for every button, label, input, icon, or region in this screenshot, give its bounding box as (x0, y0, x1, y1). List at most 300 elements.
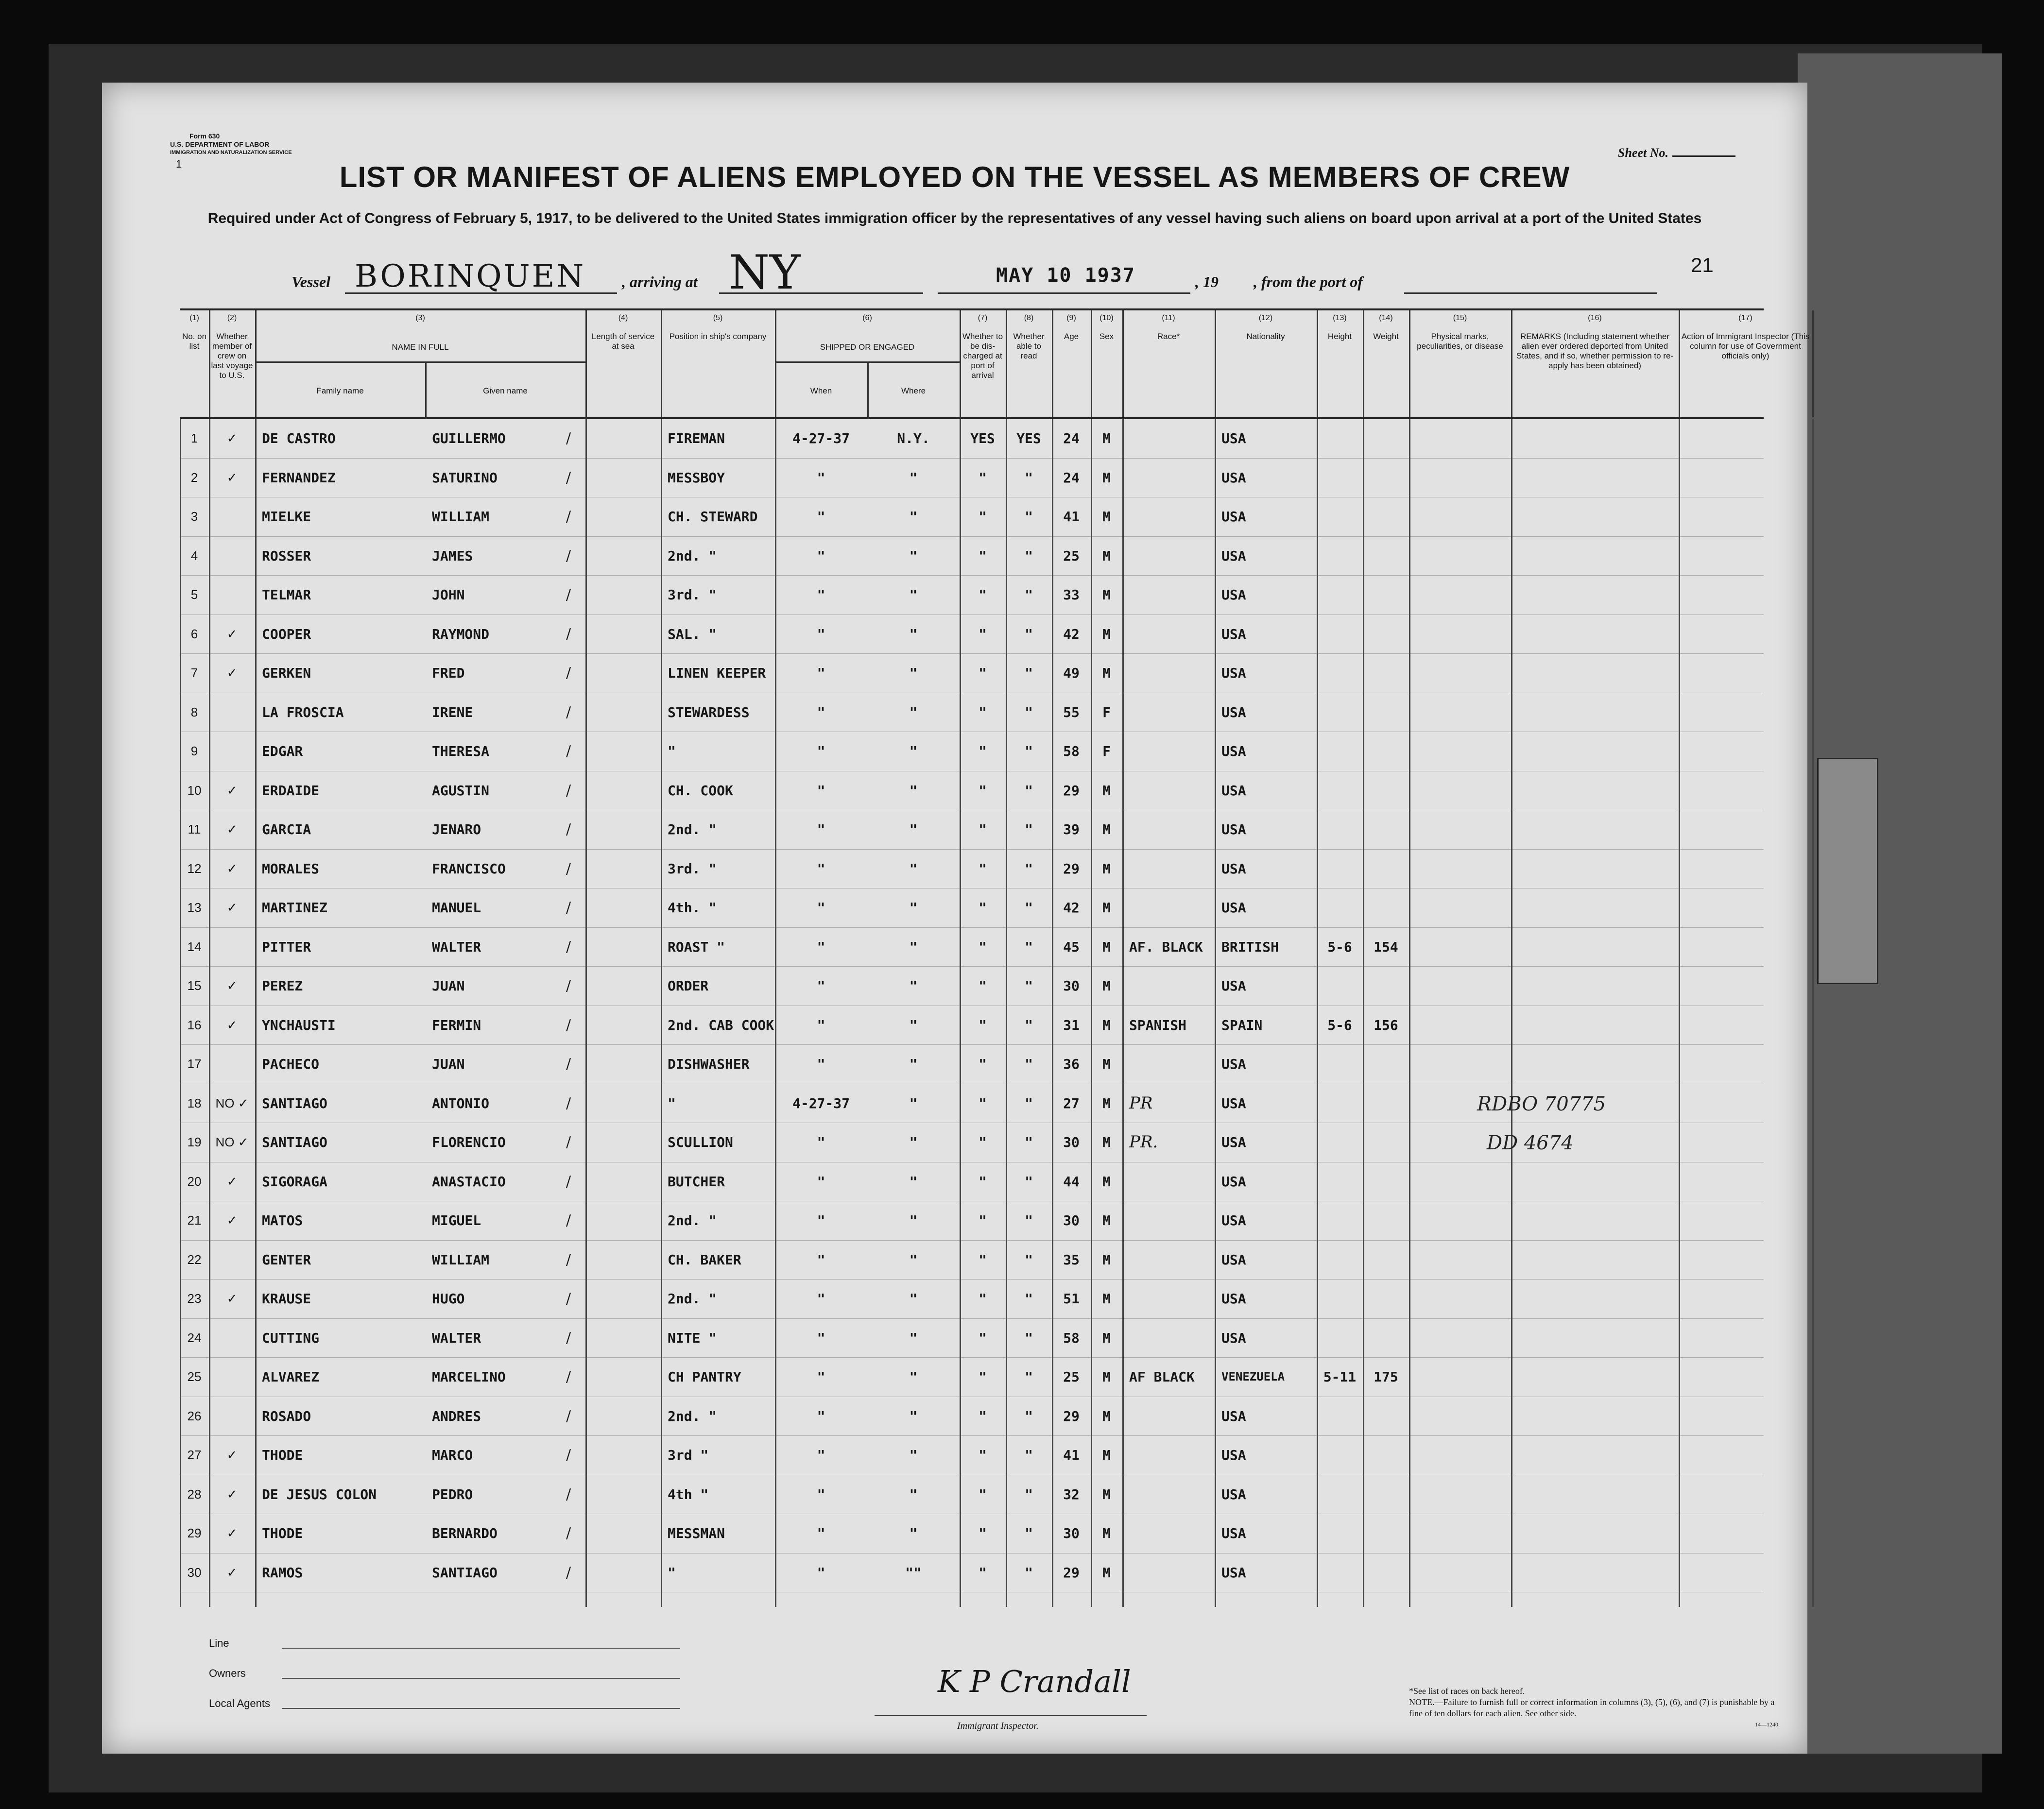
family-name: ALVAREZ (262, 1369, 320, 1385)
last-voyage-mark: ✓ (226, 1526, 238, 1540)
last-voyage-mark: ✓ (226, 861, 238, 876)
position: LINEN KEEPER (668, 665, 766, 681)
able-to-read: " (1025, 1212, 1033, 1229)
age: 58 (1063, 1330, 1080, 1346)
shipped-when: " (817, 978, 825, 994)
nationality: USA (1221, 1212, 1246, 1229)
row-number: 2 (190, 470, 198, 485)
shipped-when: " (817, 704, 825, 720)
nationality: USA (1221, 1251, 1246, 1268)
age: 33 (1063, 587, 1080, 603)
able-to-read: " (1025, 626, 1033, 642)
shipped-where: " (909, 1173, 918, 1190)
column-header (209, 310, 257, 417)
given-name: WALTER (432, 1330, 481, 1346)
family-name: MATOS (262, 1212, 303, 1229)
able-to-read: " (1025, 1291, 1033, 1307)
race: AF BLACK (1129, 1369, 1195, 1385)
weight (1363, 1475, 1409, 1514)
position: CH. COOK (668, 782, 733, 799)
discharge: " (979, 1291, 987, 1307)
remark-handwritten: DD 4674 (1487, 1132, 1574, 1154)
sheet-number-label: Sheet No. (1618, 146, 1668, 160)
column-header (661, 310, 776, 417)
position: FIREMAN (668, 430, 725, 446)
nationality: USA (1221, 587, 1246, 603)
shipped-when: " (817, 939, 825, 955)
race (1129, 1162, 1215, 1201)
weight (1363, 654, 1409, 693)
able-to-read: " (1025, 900, 1033, 916)
given-name: AGUSTIN (432, 782, 490, 799)
height (1317, 810, 1363, 849)
able-to-read: " (1025, 939, 1033, 955)
grid-line (775, 419, 776, 1607)
weight (1363, 810, 1409, 849)
race (1129, 693, 1215, 732)
shipped-when: " (817, 1330, 825, 1346)
from-underline (1404, 292, 1657, 294)
race (1129, 1201, 1215, 1240)
vessel-underline (345, 292, 617, 294)
age: 25 (1063, 547, 1080, 564)
position: MESSMAN (668, 1525, 725, 1541)
last-voyage-mark (209, 1358, 255, 1397)
height (1317, 497, 1363, 536)
column-number: (7) (978, 314, 988, 322)
sex: M (1102, 1056, 1111, 1072)
discharge: " (979, 1447, 987, 1463)
family-name: EDGAR (262, 743, 303, 759)
family-name: ROSSER (262, 547, 311, 564)
age: 32 (1063, 1486, 1080, 1502)
column-header (1511, 310, 1680, 417)
given-name: IRENE (432, 704, 473, 720)
shipped-where: " (909, 1017, 918, 1033)
last-voyage-mark (209, 928, 255, 967)
column-label: Position in ship's company (669, 332, 767, 341)
family-name: DE CASTRO (262, 430, 336, 446)
shipped-when: " (817, 1525, 825, 1541)
nationality: USA (1221, 1408, 1246, 1424)
inspector-signature: K P Crandall (938, 1664, 1131, 1699)
height (1317, 459, 1363, 497)
height (1317, 654, 1363, 693)
row-number: 22 (187, 1252, 202, 1267)
weight (1363, 1162, 1409, 1201)
race (1129, 810, 1215, 849)
race (1129, 1475, 1215, 1514)
race (1129, 459, 1215, 497)
column-label: Whether member of crew on last voyage to U.S. (211, 332, 253, 380)
shipped-when: " (817, 1291, 825, 1307)
arriving-label: , arriving at (622, 273, 698, 290)
grid-line (585, 419, 587, 1607)
sex: M (1102, 821, 1111, 837)
discharge: " (979, 1486, 987, 1502)
height (1317, 1123, 1363, 1162)
last-voyage-mark: ✓ (226, 1565, 238, 1580)
given-name: RAYMOND (432, 626, 490, 642)
discharge: " (979, 939, 987, 955)
table-row (180, 1358, 1764, 1397)
last-voyage-mark: NO ✓ (215, 1135, 249, 1149)
footer (180, 1632, 1778, 1749)
height (1317, 1241, 1363, 1280)
column-header (1122, 310, 1216, 417)
family-name: SIGORAGA (262, 1173, 327, 1190)
weight (1363, 615, 1409, 654)
column-number: (11) (1162, 314, 1175, 322)
given-name: SATURINO (432, 469, 498, 486)
row-number: 15 (187, 978, 202, 993)
table-row (180, 693, 1764, 733)
position: 2nd. " (668, 1212, 717, 1229)
height (1317, 1201, 1363, 1240)
row-number: 30 (187, 1565, 202, 1580)
nationality: USA (1221, 430, 1246, 446)
column-label: NAME IN FULL (392, 342, 449, 352)
grid-line (255, 419, 257, 1607)
check-mark: / (566, 1251, 571, 1268)
shipped-when: " (817, 1564, 825, 1581)
age: 39 (1063, 821, 1080, 837)
column-label: No. on list (182, 332, 207, 351)
row-number: 8 (190, 704, 198, 719)
column-label: Whether to be dis-charged at port of arrival (962, 332, 1003, 380)
discharge: " (979, 1564, 987, 1581)
given-name: JOHN (432, 587, 465, 603)
sex: M (1102, 782, 1111, 799)
given-name: JUAN (432, 1056, 465, 1072)
weight (1363, 1319, 1409, 1358)
able-to-read: " (1025, 1408, 1033, 1424)
shipped-when: " (817, 860, 825, 877)
family-name: THODE (262, 1447, 303, 1463)
shipped-when: " (817, 469, 825, 486)
shipped-where: " (909, 1134, 918, 1150)
shipped-when: " (817, 665, 825, 681)
grid-line (1006, 419, 1007, 1607)
race (1129, 888, 1215, 927)
last-voyage-mark: ✓ (226, 900, 238, 915)
row-number: 26 (187, 1408, 202, 1423)
sex: M (1102, 626, 1111, 642)
age: 30 (1063, 1212, 1080, 1229)
given-name: GUILLERMO (432, 430, 506, 446)
row-number: 16 (187, 1017, 202, 1032)
nationality: USA (1221, 1134, 1246, 1150)
last-voyage-mark (209, 1045, 255, 1084)
check-mark: / (566, 508, 571, 525)
table-row (180, 850, 1764, 889)
race: PR. (1129, 1132, 1158, 1152)
sex: M (1102, 1212, 1111, 1229)
agents-field (282, 1708, 680, 1709)
height (1317, 732, 1363, 771)
race (1129, 732, 1215, 771)
row-number: 4 (190, 548, 198, 563)
last-voyage-mark: ✓ (226, 1213, 238, 1228)
able-to-read: " (1025, 704, 1033, 720)
table-row (180, 419, 1764, 459)
weight (1363, 1241, 1409, 1280)
last-voyage-mark: ✓ (226, 822, 238, 836)
column-label: Weight (1373, 332, 1399, 341)
row-number: 13 (187, 900, 202, 915)
nationality: USA (1221, 978, 1246, 994)
given-name: ANDRES (432, 1408, 481, 1424)
given-name: FLORENCIO (432, 1134, 506, 1150)
age: 29 (1063, 782, 1080, 799)
family-name: ROSADO (262, 1408, 311, 1424)
last-voyage-mark: ✓ (226, 978, 238, 993)
sex: M (1102, 1017, 1111, 1033)
column-label: REMARKS (Including statement whether alien ever ordered deported from United States, and if so, whether permission to re-apply has been obtained) (1516, 332, 1674, 370)
table-row (180, 1280, 1764, 1319)
table-row (180, 928, 1764, 967)
check-mark: / (566, 703, 571, 721)
given-name: WILLIAM (432, 1251, 490, 1268)
shipped-where: N.Y. (897, 430, 930, 446)
nationality: USA (1221, 1173, 1246, 1190)
age: 30 (1063, 1134, 1080, 1150)
family-name: PACHECO (262, 1056, 320, 1072)
race (1129, 1045, 1215, 1084)
age: 25 (1063, 1369, 1080, 1385)
column-header (1409, 310, 1512, 417)
position: 2nd. " (668, 547, 717, 564)
grid-line (1812, 419, 1814, 1607)
able-to-read: " (1025, 1369, 1033, 1385)
signature-line (875, 1715, 1147, 1716)
shipped-when: " (817, 1251, 825, 1268)
age: 41 (1063, 509, 1080, 525)
shipped-where: " (909, 1212, 918, 1229)
check-mark: / (566, 1094, 571, 1112)
age: 58 (1063, 743, 1080, 759)
sheet-number (1618, 146, 1735, 160)
table-row (180, 888, 1764, 928)
nationality: VENEZUELA (1221, 1370, 1285, 1383)
height (1317, 615, 1363, 654)
row-number: 21 (187, 1213, 202, 1228)
position: CH PANTRY (668, 1369, 741, 1385)
table-header (180, 310, 1810, 419)
row-number: 14 (187, 939, 202, 954)
column-label: Nationality (1246, 332, 1285, 341)
column-label: Age (1064, 332, 1079, 341)
check-mark: / (566, 1016, 571, 1034)
service: IMMIGRATION AND NATURALIZATION SERVICE (170, 150, 292, 155)
shipped-where: " (909, 1095, 918, 1111)
column-number: (10) (1099, 314, 1114, 322)
column-label: SHIPPED OR ENGAGED (820, 342, 915, 352)
last-voyage-mark (209, 732, 255, 771)
weight (1363, 771, 1409, 810)
race (1129, 419, 1215, 458)
weight (1363, 459, 1409, 497)
table-row (180, 615, 1764, 654)
sex: M (1102, 978, 1111, 994)
nationality: USA (1221, 1564, 1246, 1581)
column-header (1215, 310, 1318, 417)
check-mark: / (566, 1056, 571, 1073)
given-name: HUGO (432, 1291, 465, 1307)
last-voyage-mark: ✓ (226, 1448, 238, 1462)
table-row (180, 1045, 1764, 1084)
age: 42 (1063, 626, 1080, 642)
weight (1363, 888, 1409, 927)
last-voyage-mark: ✓ (226, 470, 238, 485)
nationality: USA (1221, 469, 1246, 486)
table-row (180, 1475, 1764, 1515)
height (1317, 1475, 1363, 1514)
check-mark: / (566, 938, 571, 956)
discharge: " (979, 665, 987, 681)
shipped-when: " (817, 1173, 825, 1190)
footer-notes (1409, 1686, 1778, 1730)
sex: M (1102, 430, 1111, 446)
discharge: " (979, 978, 987, 994)
owners-field (282, 1678, 680, 1679)
row-number: 20 (187, 1174, 202, 1189)
discharge: " (979, 743, 987, 759)
arriving-underline (719, 292, 923, 294)
nationality: USA (1221, 1095, 1246, 1111)
position: CH. STEWARD (668, 509, 758, 525)
weight (1363, 732, 1409, 771)
vessel-row (292, 245, 1700, 300)
family-name: LA FROSCIA (262, 704, 344, 720)
race (1129, 967, 1215, 1006)
able-to-read: " (1025, 821, 1033, 837)
fine-note: NOTE.—Failure to furnish full or correct information in columns (3), (5), (6), and (7) is punishable by a fine of ten dollars for each alien. See other side. (1409, 1697, 1775, 1718)
age: 29 (1063, 860, 1080, 877)
race (1129, 1436, 1215, 1475)
last-voyage-mark: ✓ (226, 666, 238, 680)
shipped-where: "" (905, 1564, 922, 1581)
shipped-where: " (909, 860, 918, 877)
sex: M (1102, 939, 1111, 955)
able-to-read: " (1025, 509, 1033, 525)
given-name: JAMES (432, 547, 473, 564)
nationality: SPAIN (1221, 1017, 1263, 1033)
nationality: USA (1221, 900, 1246, 916)
sex: M (1102, 1525, 1111, 1541)
shipped-where: " (909, 743, 918, 759)
race (1129, 850, 1215, 888)
family-name: TELMAR (262, 587, 311, 603)
family-name: SANTIAGO (262, 1134, 327, 1150)
nationality: USA (1221, 743, 1246, 759)
form-code: 14—1240 (1755, 1721, 1778, 1728)
family-name: YNCHAUSTI (262, 1017, 336, 1033)
grid-line (960, 419, 961, 1607)
position: SCULLION (668, 1134, 733, 1150)
nationality: USA (1221, 1486, 1246, 1502)
age: 27 (1063, 1095, 1080, 1111)
discharge: " (979, 1525, 987, 1541)
weight: 154 (1374, 939, 1398, 955)
nationality: USA (1221, 1330, 1246, 1346)
date-underline (938, 292, 1190, 294)
given-name: PEDRO (432, 1486, 473, 1502)
check-mark: / (566, 430, 571, 447)
table-row (180, 1006, 1764, 1045)
given-name: BERNARDO (432, 1525, 498, 1541)
discharge: YES (970, 430, 995, 446)
shipped-where: " (909, 978, 918, 994)
shipped-when: " (817, 1056, 825, 1072)
race (1129, 1514, 1215, 1553)
check-mark: / (566, 1447, 571, 1464)
table-row (180, 1514, 1764, 1553)
nationality: USA (1221, 860, 1246, 877)
shipped-where: " (909, 1056, 918, 1072)
check-mark: / (566, 586, 571, 603)
able-to-read: " (1025, 743, 1033, 759)
sex: M (1102, 1369, 1111, 1385)
check-mark: / (566, 1212, 571, 1229)
discharge: " (979, 509, 987, 525)
table-row (180, 1162, 1764, 1202)
grid-line (1215, 419, 1216, 1607)
nationality: USA (1221, 1525, 1246, 1541)
family-name: MARTINEZ (262, 900, 327, 916)
shipped-where: " (909, 626, 918, 642)
given-name: JUAN (432, 978, 465, 994)
race (1129, 1397, 1215, 1436)
shipped-where: " (909, 782, 918, 799)
shipped-where: " (909, 1447, 918, 1463)
inspector-label: Immigrant Inspector. (957, 1721, 1039, 1731)
height (1317, 576, 1363, 614)
shipped-where: " (909, 1486, 918, 1502)
grid-line (1122, 419, 1124, 1607)
last-voyage-mark: ✓ (226, 1174, 238, 1189)
column-number: (12) (1258, 314, 1273, 322)
check-mark: / (566, 782, 571, 799)
table-row (180, 732, 1764, 771)
discharge: " (979, 1095, 987, 1111)
grid-line (1317, 419, 1318, 1607)
discharge: " (979, 1134, 987, 1150)
weight (1363, 419, 1409, 458)
discharge: " (979, 1408, 987, 1424)
able-to-read: " (1025, 1134, 1033, 1150)
last-voyage-mark (209, 497, 255, 536)
year-label: , 19 (1195, 273, 1219, 290)
height (1317, 888, 1363, 927)
sex: M (1102, 1408, 1111, 1424)
column-number: (6) (862, 314, 872, 322)
vessel-name: BORINQUEN (355, 258, 586, 294)
shipped-when: " (817, 509, 825, 525)
position: 4th. " (668, 900, 717, 916)
shipped-where: " (909, 1330, 918, 1346)
age: 41 (1063, 1447, 1080, 1463)
able-to-read: " (1025, 1447, 1033, 1463)
shipped-when: " (817, 1369, 825, 1385)
table-row (180, 497, 1764, 537)
nationality: USA (1221, 547, 1246, 564)
nationality: USA (1221, 704, 1246, 720)
race (1129, 1280, 1215, 1318)
height: 5-6 (1327, 939, 1352, 955)
discharge: " (979, 1173, 987, 1190)
arriving-port: NY (729, 245, 801, 300)
